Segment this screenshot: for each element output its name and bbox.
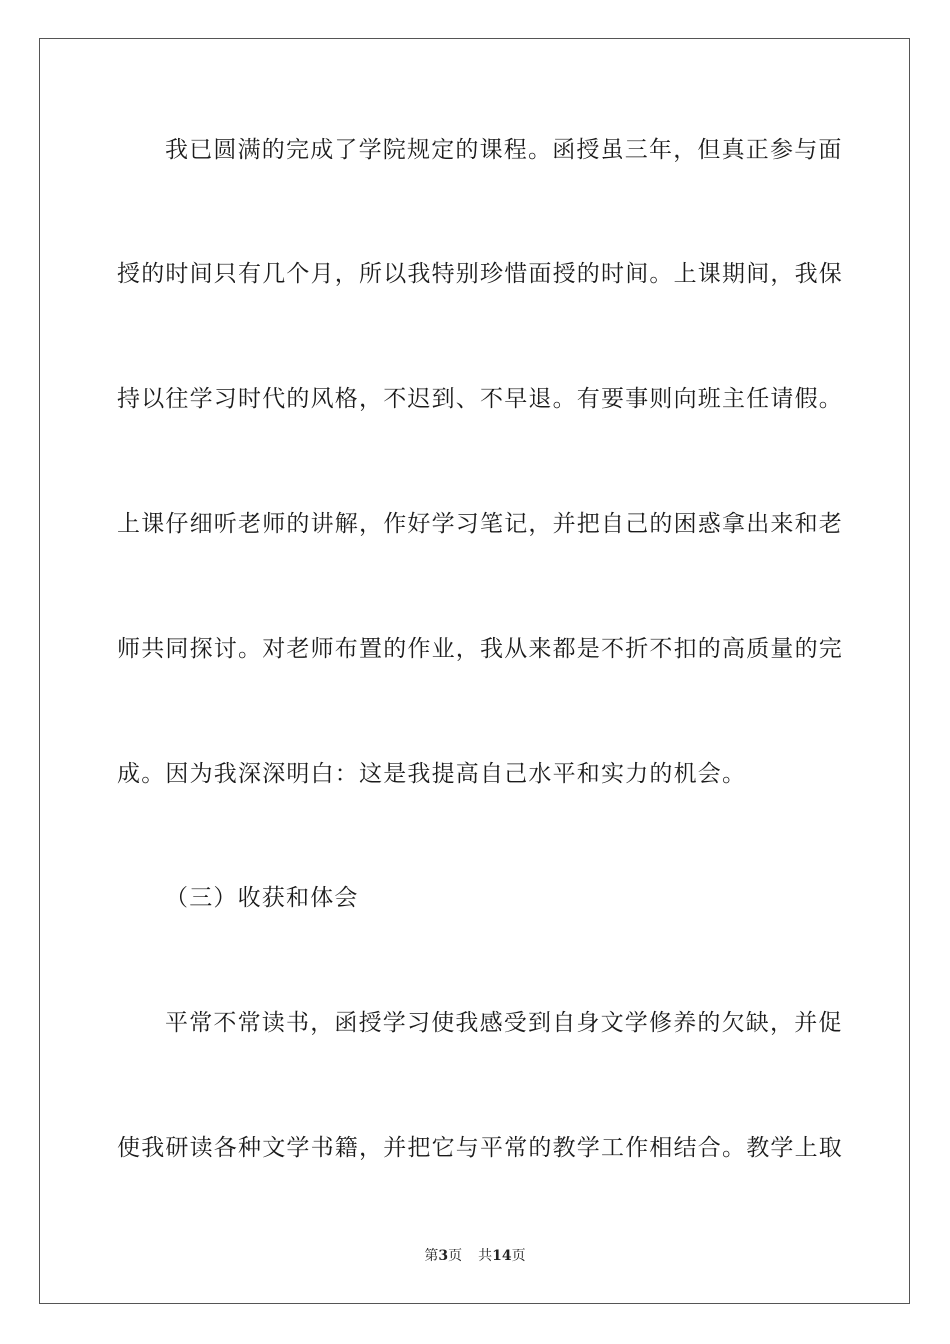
page-frame	[39, 38, 910, 1304]
paragraph-line-2: 授的时间只有几个月，所以我特别珍惜面授的时间。上课期间，我保	[117, 261, 843, 287]
page-number: 3	[438, 1248, 449, 1264]
section-heading: （三）收获和体会	[165, 885, 359, 911]
total-prefix: 共	[478, 1248, 493, 1264]
paragraph-line-1: 我已圆满的完成了学院规定的课程。函授虽三年，但真正参与面	[165, 137, 843, 163]
paragraph-line-5: 师共同探讨。对老师布置的作业，我从来都是不折不扣的高质量的完	[117, 636, 843, 662]
paragraph-line-4: 上课仔细听老师的讲解，作好学习笔记，并把自己的困惑拿出来和老	[117, 511, 843, 537]
paragraph-line-3: 持以往学习时代的风格，不迟到、不早退。有要事则向班主任请假。	[117, 386, 843, 412]
total-pages: 14	[492, 1248, 512, 1264]
page-suffix: 页	[448, 1248, 463, 1264]
paragraph-line-9: 使我研读各种文学书籍，并把它与平常的教学工作相结合。教学上取	[117, 1135, 843, 1161]
paragraph-line-6: 成。因为我深深明白：这是我提高自己水平和实力的机会。	[117, 761, 747, 787]
paragraph-line-8: 平常不常读书，函授学习使我感受到自身文学修养的欠缺，并促	[165, 1010, 843, 1036]
total-suffix: 页	[511, 1248, 526, 1264]
page-footer	[0, 1247, 950, 1265]
page-prefix: 第	[424, 1248, 439, 1264]
